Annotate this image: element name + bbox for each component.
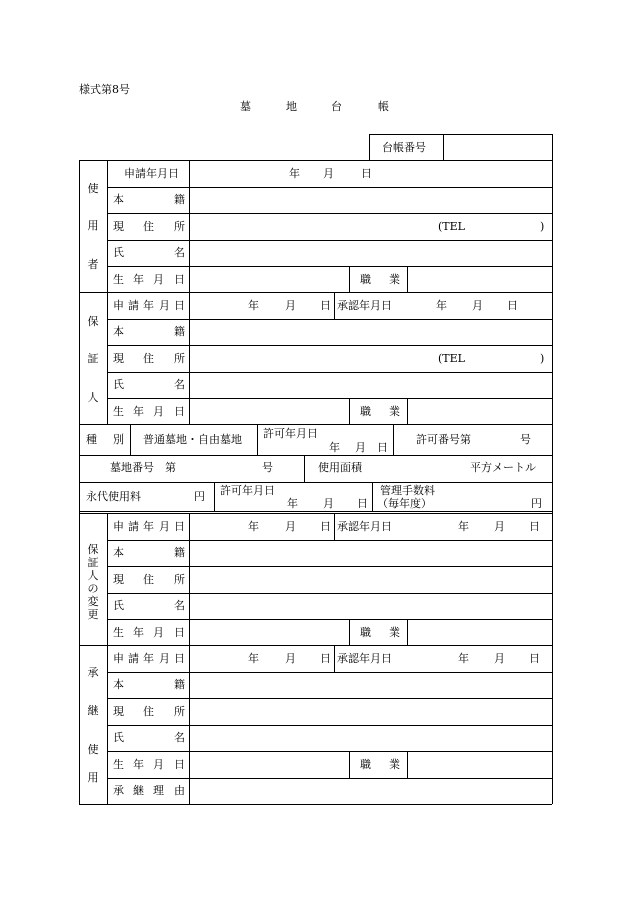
user-address-label: 所 <box>174 220 185 233</box>
guarantor-address-label: 住 <box>143 352 154 365</box>
category-permit-day: 日 <box>377 441 388 454</box>
rule-horizontal <box>107 751 552 752</box>
guarantor-apply-date-label: 申 <box>113 299 124 312</box>
guarantor-honseki-label: 籍 <box>174 325 185 338</box>
guarantor-tel-open: (TEL <box>438 352 465 365</box>
rule-vertical <box>189 513 190 645</box>
user-tel-close: ) <box>540 220 545 233</box>
rule-vertical <box>79 645 80 804</box>
category-label: 別 <box>113 433 124 446</box>
succession-name-label: 名 <box>174 731 185 744</box>
succession-address-label: 住 <box>143 705 154 718</box>
rule-horizontal <box>107 698 552 699</box>
user-address-label: 現 <box>113 220 124 233</box>
succession-name-label: 氏 <box>113 731 124 744</box>
rule-horizontal <box>79 455 552 456</box>
rule-vertical <box>334 513 335 540</box>
user-side-label: 者 <box>87 258 99 271</box>
succession-side-label: 継 <box>87 704 99 717</box>
plot-area-unit: 平方メートル <box>470 461 536 474</box>
guarantor-name-label: 氏 <box>113 378 124 391</box>
rule-horizontal <box>107 187 552 188</box>
category-permit-number-prefix: 許可番号第 <box>416 433 471 446</box>
rule-vertical <box>79 160 80 292</box>
succession-honseki-label: 本 <box>113 678 124 691</box>
rule-vertical <box>79 455 80 482</box>
rule-vertical <box>349 266 350 292</box>
guarantor-side-label: 人 <box>87 391 99 404</box>
management-fee-note: （毎年度） <box>377 497 432 510</box>
rule-vertical <box>407 619 408 645</box>
succession-approval-day: 日 <box>529 652 540 665</box>
guarantor-apply-date-label: 月 <box>159 299 170 312</box>
rule-horizontal <box>107 240 552 241</box>
rule-vertical <box>130 424 131 455</box>
change-apply-day: 日 <box>320 520 331 533</box>
user-birth-label: 生 <box>113 273 124 286</box>
rule-horizontal <box>107 540 552 541</box>
rule-horizontal <box>107 213 552 214</box>
rule-vertical <box>107 160 108 292</box>
change-approval-day: 日 <box>529 520 540 533</box>
rule-horizontal <box>107 319 552 320</box>
change-apply-date-label: 月 <box>159 520 170 533</box>
rule-vertical <box>79 513 80 645</box>
rule-vertical <box>407 266 408 292</box>
rule-vertical <box>79 482 80 513</box>
succession-honseki-label: 籍 <box>174 678 185 691</box>
user-apply-date-label: 申請年月日 <box>124 167 179 180</box>
rule-vertical <box>407 398 408 424</box>
rule-vertical <box>372 482 373 511</box>
rule-horizontal <box>79 645 552 646</box>
succession-side-label: 使 <box>87 743 99 756</box>
succession-apply-date-label: 日 <box>174 652 185 665</box>
user-tel-open: (TEL <box>438 220 465 233</box>
rule-vertical <box>349 398 350 424</box>
guarantor-change-side-label: 証 <box>87 556 99 569</box>
rule-horizontal <box>107 266 552 267</box>
guarantor-change-side-label: 変 <box>87 595 99 608</box>
succession-birth-label: 月 <box>153 758 164 771</box>
change-apply-date-label: 日 <box>174 520 185 533</box>
guarantor-change-side-label: の <box>87 582 99 595</box>
user-side-label: 使 <box>87 182 99 195</box>
succession-approval-year: 年 <box>458 652 469 665</box>
guarantor-change-side-label: 保 <box>87 543 99 556</box>
change-honseki-label: 本 <box>113 546 124 559</box>
guarantor-change-side-label: 人 <box>87 569 99 582</box>
rule-vertical <box>393 424 394 455</box>
rule-vertical <box>552 160 553 292</box>
change-address-label: 住 <box>143 573 154 586</box>
change-apply-date-label: 年 <box>143 520 154 533</box>
user-apply-year: 年 <box>289 167 300 180</box>
succession-approval-month: 月 <box>494 652 505 665</box>
rule-vertical <box>334 292 335 319</box>
change-apply-date-label: 申 <box>113 520 124 533</box>
user-name-label: 名 <box>174 246 185 259</box>
succession-address-label: 現 <box>113 705 124 718</box>
change-birth-label: 日 <box>174 626 185 639</box>
guarantor-apply-day: 日 <box>320 299 331 312</box>
succession-birth-label: 生 <box>113 758 124 771</box>
perpetual-fee-label: 永代使用料 <box>86 490 141 503</box>
user-birth-label: 日 <box>174 273 185 286</box>
change-honseki-label: 籍 <box>174 546 185 559</box>
rule-vertical <box>552 292 553 424</box>
form-title: 墓 <box>240 100 251 113</box>
fees-permit-date-label: 許可年月日 <box>220 484 275 497</box>
guarantor-approval-year: 年 <box>436 299 447 312</box>
guarantor-name-label: 名 <box>174 378 185 391</box>
succession-birth-label: 年 <box>133 758 144 771</box>
succession-apply-date-label: 月 <box>159 652 170 665</box>
succession-apply-date-label: 請 <box>128 652 139 665</box>
guarantor-apply-year: 年 <box>248 299 259 312</box>
change-birth-label: 月 <box>153 626 164 639</box>
user-occupation: 業 <box>389 273 400 286</box>
rule-vertical <box>552 482 553 513</box>
guarantor-address-label: 所 <box>174 352 185 365</box>
succession-reason-label: 継 <box>133 784 144 797</box>
succession-reason-label: 由 <box>174 784 185 797</box>
guarantor-side-label: 証 <box>87 352 99 365</box>
change-approval-year: 年 <box>458 520 469 533</box>
rule-vertical <box>552 645 553 804</box>
form-number: 様式第8号 <box>79 83 130 96</box>
rule-horizontal <box>107 725 552 726</box>
change-apply-year: 年 <box>248 520 259 533</box>
form-title: 地 <box>286 100 297 113</box>
guarantor-occupation: 業 <box>389 405 400 418</box>
plot-number-suffix: 号 <box>262 461 273 474</box>
plot-number-prefix: 墓地番号 第 <box>110 461 176 474</box>
succession-birth-label: 日 <box>174 758 185 771</box>
rule-vertical <box>79 292 80 424</box>
rule-vertical <box>334 645 335 672</box>
guarantor-birth-label: 日 <box>174 405 185 418</box>
rule-vertical <box>257 424 258 455</box>
category-label: 種 <box>86 433 97 446</box>
succession-reason-label: 理 <box>153 784 164 797</box>
rule-vertical <box>552 424 553 455</box>
guarantor-birth-label: 生 <box>113 405 124 418</box>
management-fee-yen: 円 <box>531 497 542 510</box>
user-apply-month: 月 <box>323 167 334 180</box>
change-apply-date-label: 請 <box>128 520 139 533</box>
change-approval-month: 月 <box>494 520 505 533</box>
ledger-number-label: 台帳番号 <box>382 141 426 154</box>
rule-vertical <box>214 482 215 511</box>
guarantor-approval-month: 月 <box>472 299 483 312</box>
rule-horizontal <box>79 513 552 514</box>
rule-horizontal <box>107 372 552 373</box>
rule-horizontal <box>107 398 552 399</box>
guarantor-apply-date-label: 請 <box>128 299 139 312</box>
fees-permit-year: 年 <box>287 497 298 510</box>
succession-approval-date-label: 承認年月日 <box>337 652 392 665</box>
change-name-label: 氏 <box>113 599 124 612</box>
change-occupation: 職 <box>360 626 371 639</box>
user-occupation: 職 <box>360 273 371 286</box>
category-permit-month: 月 <box>355 441 366 454</box>
succession-apply-date-label: 年 <box>143 652 154 665</box>
rule-vertical <box>349 751 350 778</box>
rule-horizontal <box>369 134 552 135</box>
rule-horizontal <box>107 593 552 594</box>
user-birth-label: 年 <box>133 273 144 286</box>
guarantor-approval-date-label: 承認年月日 <box>337 299 392 312</box>
change-birth-label: 生 <box>113 626 124 639</box>
change-apply-month: 月 <box>285 520 296 533</box>
user-address-label: 住 <box>143 220 154 233</box>
change-approval-date-label: 承認年月日 <box>337 520 392 533</box>
guarantor-honseki-label: 本 <box>113 325 124 338</box>
guarantor-apply-date-label: 年 <box>143 299 154 312</box>
user-apply-day: 日 <box>361 167 372 180</box>
user-side-label: 用 <box>87 219 99 232</box>
rule-horizontal <box>79 292 552 293</box>
succession-side-label: 承 <box>87 666 99 679</box>
change-address-label: 現 <box>113 573 124 586</box>
rule-vertical <box>189 160 190 292</box>
rule-vertical <box>552 134 553 160</box>
category-permit-number-suffix: 号 <box>520 433 531 446</box>
rule-horizontal <box>107 672 552 673</box>
rule-vertical <box>107 292 108 424</box>
user-name-label: 氏 <box>113 246 124 259</box>
succession-apply-day: 日 <box>320 652 331 665</box>
change-name-label: 名 <box>174 599 185 612</box>
guarantor-birth-label: 年 <box>133 405 144 418</box>
rule-horizontal <box>107 566 552 567</box>
guarantor-occupation: 職 <box>360 405 371 418</box>
succession-apply-month: 月 <box>285 652 296 665</box>
rule-vertical <box>79 424 80 455</box>
rule-horizontal <box>79 511 552 512</box>
category-value: 普通墓地・自由墓地 <box>143 433 242 446</box>
guarantor-change-side-label: 更 <box>87 608 99 621</box>
rule-horizontal <box>79 160 552 161</box>
category-permit-year: 年 <box>329 441 340 454</box>
guarantor-address-label: 現 <box>113 352 124 365</box>
form-title: 台 <box>331 100 342 113</box>
guarantor-apply-month: 月 <box>285 299 296 312</box>
rule-vertical <box>552 455 553 482</box>
guarantor-approval-day: 日 <box>507 299 518 312</box>
rule-horizontal <box>107 619 552 620</box>
change-birth-label: 年 <box>133 626 144 639</box>
fees-permit-month: 月 <box>323 497 334 510</box>
form-title: 帳 <box>378 100 389 113</box>
rule-vertical <box>107 513 108 645</box>
rule-horizontal <box>107 345 552 346</box>
succession-apply-date-label: 申 <box>113 652 124 665</box>
succession-side-label: 用 <box>87 771 99 784</box>
rule-vertical <box>407 751 408 778</box>
change-address-label: 所 <box>174 573 185 586</box>
rule-horizontal <box>79 482 552 483</box>
guarantor-tel-close: ) <box>540 352 545 365</box>
rule-horizontal <box>79 804 552 805</box>
succession-occupation: 業 <box>389 758 400 771</box>
succession-apply-year: 年 <box>248 652 259 665</box>
rule-vertical <box>189 292 190 424</box>
user-birth-label: 月 <box>153 273 164 286</box>
management-fee-label: 管理手数料 <box>380 484 435 497</box>
category-permit-date-label: 許可年月日 <box>263 427 318 440</box>
guarantor-birth-label: 月 <box>153 405 164 418</box>
succession-address-label: 所 <box>174 705 185 718</box>
succession-occupation: 職 <box>360 758 371 771</box>
fees-permit-day: 日 <box>357 497 368 510</box>
rule-vertical <box>552 513 553 645</box>
change-occupation: 業 <box>389 626 400 639</box>
plot-area-label: 使用面積 <box>318 461 362 474</box>
rule-vertical <box>304 455 305 482</box>
succession-reason-label: 承 <box>113 784 124 797</box>
perpetual-fee-yen: 円 <box>194 490 205 503</box>
rule-vertical <box>369 134 370 160</box>
guarantor-apply-date-label: 日 <box>174 299 185 312</box>
guarantor-side-label: 保 <box>87 315 99 328</box>
rule-horizontal <box>107 778 552 779</box>
rule-horizontal <box>79 424 552 425</box>
user-honseki-label: 本 <box>113 193 124 206</box>
rule-vertical <box>443 134 444 160</box>
user-honseki-label: 籍 <box>174 193 185 206</box>
rule-vertical <box>349 619 350 645</box>
